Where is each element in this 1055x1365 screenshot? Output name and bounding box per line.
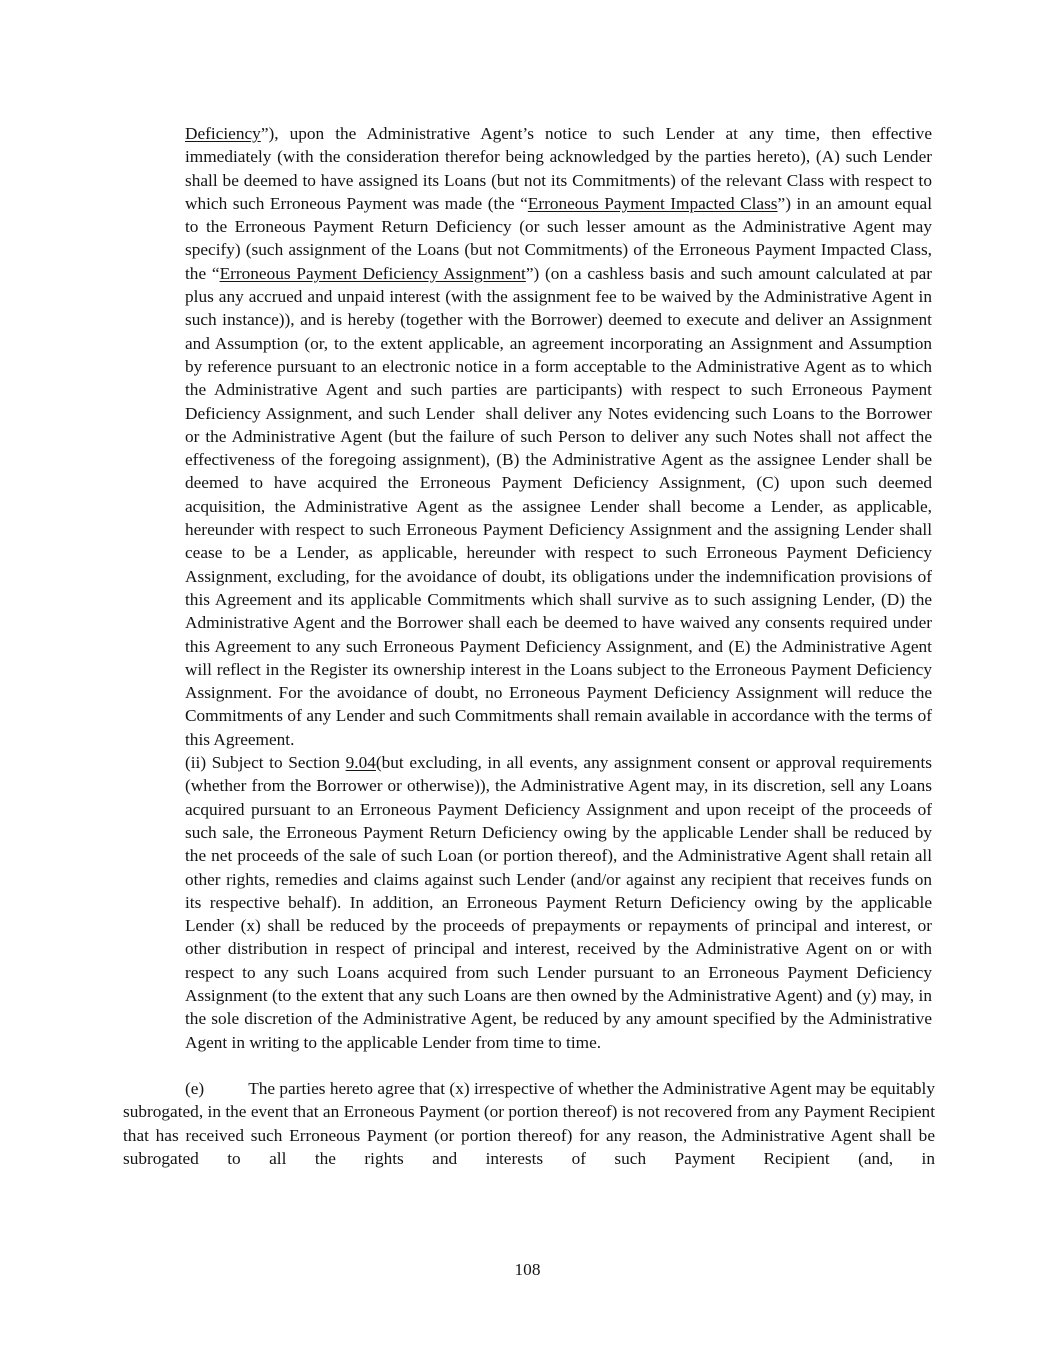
defined-term: Deficiency <box>185 124 261 143</box>
text-run: ”) in an amount equal to the Erroneous Payment Return Deficiency (or such lesser amount as the Administrative Agent may specify) (such assignment of the Loans (but not Commitments) of the Erroneous Payment Impacted Class, the “ <box>185 193 933 283</box>
defined-term: Erroneous Payment Impacted Class <box>527 193 778 213</box>
page-number: 108 <box>514 1260 541 1279</box>
text-run: (e) <box>185 1079 205 1099</box>
defined-term: Erroneous Payment Deficiency Assignment <box>219 263 526 283</box>
page-content <box>123 122 935 1170</box>
text-run: The parties hereto agree that (x) irrespective of whether the Administrative Agent may be equitably subrogated, in the event that an Erroneous Payment (or portion thereof) is not recovered from any Payment Recipient that has received such Erroneous Payment (or portion thereof) for any reason, the Administrative Agent shall be subrogated to all the rights and interests of such Payment Recipient (and, in <box>123 1079 935 1169</box>
text-run: ”), upon the Administrative Agent’s notice to such Lender at any time, then effective immediately (with the consideration therefor being acknowledged by the parties hereto), (A) such Lender shall be deemed to have assigned its Loans (but not its Commitments) of the relevant Class with respect to which such Erroneous Payment was made (the “ <box>185 124 932 213</box>
text-run: (but excluding, in all events, any assignment consent or approval requirements (whether from the Borrower or otherwise)), the Administrative Agent may, in its discretion, sell any Loans acquired pursuant to an Erroneous Payment Deficiency Assignment and upon receipt of the proceeds of such sale, the Erroneous Payment Return Deficiency owing by the applicable Lender shall be reduced by the net proceeds of the sale of such Loan (or portion thereof), and the Administrative Agent shall retain all other rights, remedies and claims against such Lender (and/or against any recipient that receives funds on its respective behalf). In addition, an Erroneous Payment Return Deficiency owing by the applicable Lender (x) shall be reduced by the proceeds of prepayments or repayments of principal and interest, or other distribution in respect of principal and interest, received by the Administrative Agent on or with respect to any such Loans acquired from such Lender pursuant to an Erroneous Payment Deficiency Assignment (to the extent that any such Loans are then owned by the Administrative Agent) and (y) may, in the sole discretion of the Administrative Agent, be reduced by any amount specified by the Administrative Agent in writing to the applicable Lender from time to time. <box>185 753 932 1052</box>
paragraph-erroneous-payment-continuation <box>185 122 932 751</box>
defined-term: 9.04 <box>345 753 376 773</box>
text-run: (ii) Subject to Section <box>185 753 346 773</box>
paragraph-subsection-ii <box>185 751 932 1054</box>
paragraph-subsection-e <box>123 1077 935 1170</box>
text-run: ”) (on a cashless basis and such amount calculated at par plus any accrued and unpaid interest (with the assignment fee to be waived by the Administrative Agent in such instance)), and is hereby (together with the Borrower) deemed to execute and deliver an Assignment and Assumption (or, to the extent applicable, an agreement incorporating an Assignment and Assumption by reference pursuant to an electronic notice in a form acceptable to the Administrative Agent as to which the Administrative Agent and such parties are participants) with respect to such Erroneous Payment Deficiency Assignment, and such Lender shall deliver any Notes evidencing such Loans to the Borrower or the Administrative Agent (but the failure of such Person to deliver any such Notes shall not affect the effectiveness of the foregoing assignment), (B) the Administrative Agent as the assignee Lender shall be deemed to have acquired the Erroneous Payment Deficiency Assignment, (C) upon such deemed acquisition, the Administrative Agent as the assignee Lender shall become a Lender, as applicable, hereunder with respect to such Erroneous Payment Deficiency Assignment and the assigning Lender shall cease to be a Lender, as applicable, hereunder with respect to such Erroneous Payment Deficiency Assignment, excluding, for the avoidance of doubt, its obligations under the indemnification provisions of this Agreement and its applicable Commitments which shall survive as to such assigning Lender, (D) the Administrative Agent and the Borrower shall each be deemed to have waived any consents required under this Agreement to any such Erroneous Payment Deficiency Assignment, and (E) the Administrative Agent will reflect in the Register its ownership interest in the Loans subject to the Erroneous Payment Deficiency Assignment. For the avoidance of doubt, no Erroneous Payment Deficiency Assignment will reduce the Commitments of any Lender and such Commitments shall remain available in accordance with the terms of this Agreement. <box>185 263 933 749</box>
